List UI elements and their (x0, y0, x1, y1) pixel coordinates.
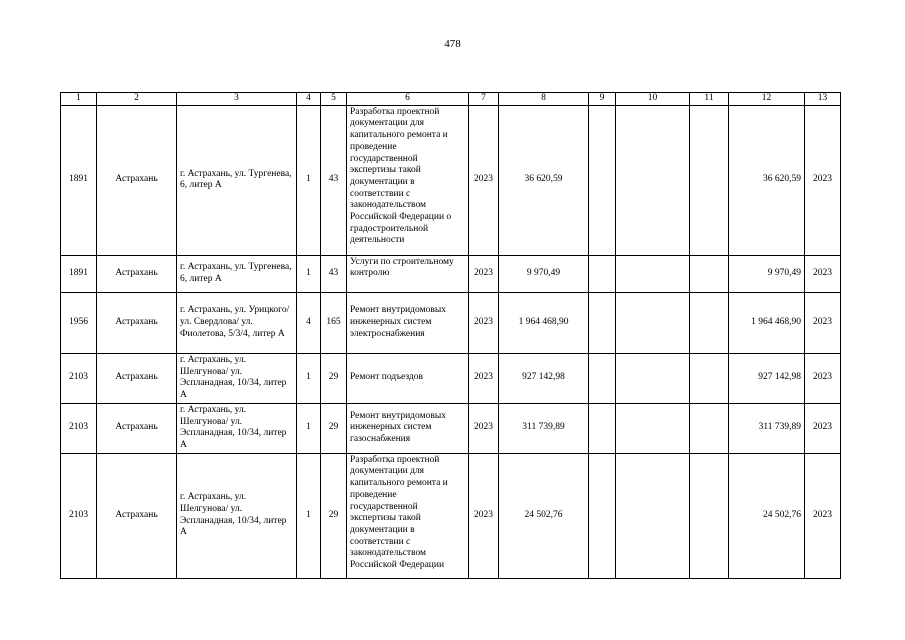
header-cell: 11 (690, 93, 729, 106)
total-amount: 927 142,98 (729, 353, 805, 403)
col-9-value (589, 403, 616, 453)
col-5-value: 43 (321, 255, 347, 292)
amount: 927 142,98 (499, 353, 589, 403)
city: Астрахань (97, 292, 177, 353)
amount: 311 739,89 (499, 403, 589, 453)
col-9-value (589, 292, 616, 353)
header-cell: 1 (61, 93, 97, 106)
object-id: 1891 (61, 105, 97, 255)
object-id: 2103 (61, 353, 97, 403)
col-4-value: 1 (297, 453, 321, 578)
city: Астрахань (97, 403, 177, 453)
object-id: 1891 (61, 255, 97, 292)
year: 2023 (469, 453, 499, 578)
address: г. Астрахань, ул. Шелгунова/ ул. Эспланадная, 10/34, литер А (177, 453, 297, 578)
total-amount: 36 620,59 (729, 105, 805, 255)
address: г. Астрахань, ул. Шелгунова/ ул. Эспланадная, 10/34, литер А (177, 353, 297, 403)
end-year: 2023 (805, 453, 841, 578)
col-5-value: 29 (321, 403, 347, 453)
header-cell: 7 (469, 93, 499, 106)
address: г. Астрахань, ул. Тургенева, 6, литер А (177, 255, 297, 292)
work-type: Разработка проектной документации для капитального ремонта и проведение государственной экспертизы такой документации в соответствии с законодательством Российской Федерации (347, 453, 469, 578)
city: Астрахань (97, 105, 177, 255)
year: 2023 (469, 403, 499, 453)
object-id: 2103 (61, 403, 97, 453)
col-9-value (589, 453, 616, 578)
total-amount: 24 502,76 (729, 453, 805, 578)
end-year: 2023 (805, 353, 841, 403)
col-10-value (616, 292, 690, 353)
col-4-value: 1 (297, 353, 321, 403)
work-type: Услуги по строительному контролю (347, 255, 469, 292)
header-cell: 12 (729, 93, 805, 106)
end-year: 2023 (805, 105, 841, 255)
table-row (61, 353, 841, 403)
object-id: 2103 (61, 453, 97, 578)
page-number: 478 (444, 38, 461, 50)
table-row (61, 105, 841, 255)
total-amount: 9 970,49 (729, 255, 805, 292)
col-5-value: 165 (321, 292, 347, 353)
col-10-value (616, 453, 690, 578)
table-row (61, 255, 841, 292)
col-9-value (589, 353, 616, 403)
col-11-value (690, 292, 729, 353)
end-year: 2023 (805, 292, 841, 353)
address: г. Астрахань, ул. Шелгунова/ ул. Эспланадная, 10/34, литер А (177, 403, 297, 453)
col-11-value (690, 105, 729, 255)
col-10-value (616, 255, 690, 292)
address: г. Астрахань, ул. Тургенева, 6, литер А (177, 105, 297, 255)
col-4-value: 4 (297, 292, 321, 353)
register-table (60, 92, 841, 579)
total-amount: 1 964 468,90 (729, 292, 805, 353)
work-type: Ремонт внутридомовых инженерных систем газоснабжения (347, 403, 469, 453)
header-cell: 13 (805, 93, 841, 106)
address: г. Астрахань, ул. Урицкого/ ул. Свердлова/ ул. Фиолетова, 5/3/4, литер А (177, 292, 297, 353)
header-row (61, 93, 841, 106)
year: 2023 (469, 255, 499, 292)
header-cell: 9 (589, 93, 616, 106)
header-cell: 8 (499, 93, 589, 106)
work-type: Ремонт подъездов (347, 353, 469, 403)
col-10-value (616, 105, 690, 255)
amount: 36 620,59 (499, 105, 589, 255)
header-cell: 10 (616, 93, 690, 106)
header-cell: 5 (321, 93, 347, 106)
col-4-value: 1 (297, 255, 321, 292)
col-9-value (589, 105, 616, 255)
col-5-value: 43 (321, 105, 347, 255)
header-cell: 6 (347, 93, 469, 106)
header-cell: 4 (297, 93, 321, 106)
col-9-value (589, 255, 616, 292)
amount: 9 970,49 (499, 255, 589, 292)
work-type: Разработка проектной документации для капитального ремонта и проведение государственной экспертизы такой документации в соответствии с законодательством Российской Федерации о градостроительной деятельности (347, 105, 469, 255)
col-10-value (616, 353, 690, 403)
col-4-value: 1 (297, 403, 321, 453)
end-year: 2023 (805, 255, 841, 292)
amount: 1 964 468,90 (499, 292, 589, 353)
col-11-value (690, 453, 729, 578)
city: Астрахань (97, 353, 177, 403)
city: Астрахань (97, 453, 177, 578)
col-5-value: 29 (321, 453, 347, 578)
header-cell: 2 (97, 93, 177, 106)
table-row (61, 403, 841, 453)
header-cell: 3 (177, 93, 297, 106)
table-row (61, 292, 841, 353)
col-11-value (690, 255, 729, 292)
total-amount: 311 739,89 (729, 403, 805, 453)
city: Астрахань (97, 255, 177, 292)
table-row (61, 453, 841, 578)
col-10-value (616, 403, 690, 453)
work-type: Ремонт внутридомовых инженерных систем электроснабжения (347, 292, 469, 353)
object-id: 1956 (61, 292, 97, 353)
amount: 24 502,76 (499, 453, 589, 578)
col-4-value: 1 (297, 105, 321, 255)
year: 2023 (469, 353, 499, 403)
col-11-value (690, 403, 729, 453)
year: 2023 (469, 292, 499, 353)
year: 2023 (469, 105, 499, 255)
col-11-value (690, 353, 729, 403)
end-year: 2023 (805, 403, 841, 453)
col-5-value: 29 (321, 353, 347, 403)
